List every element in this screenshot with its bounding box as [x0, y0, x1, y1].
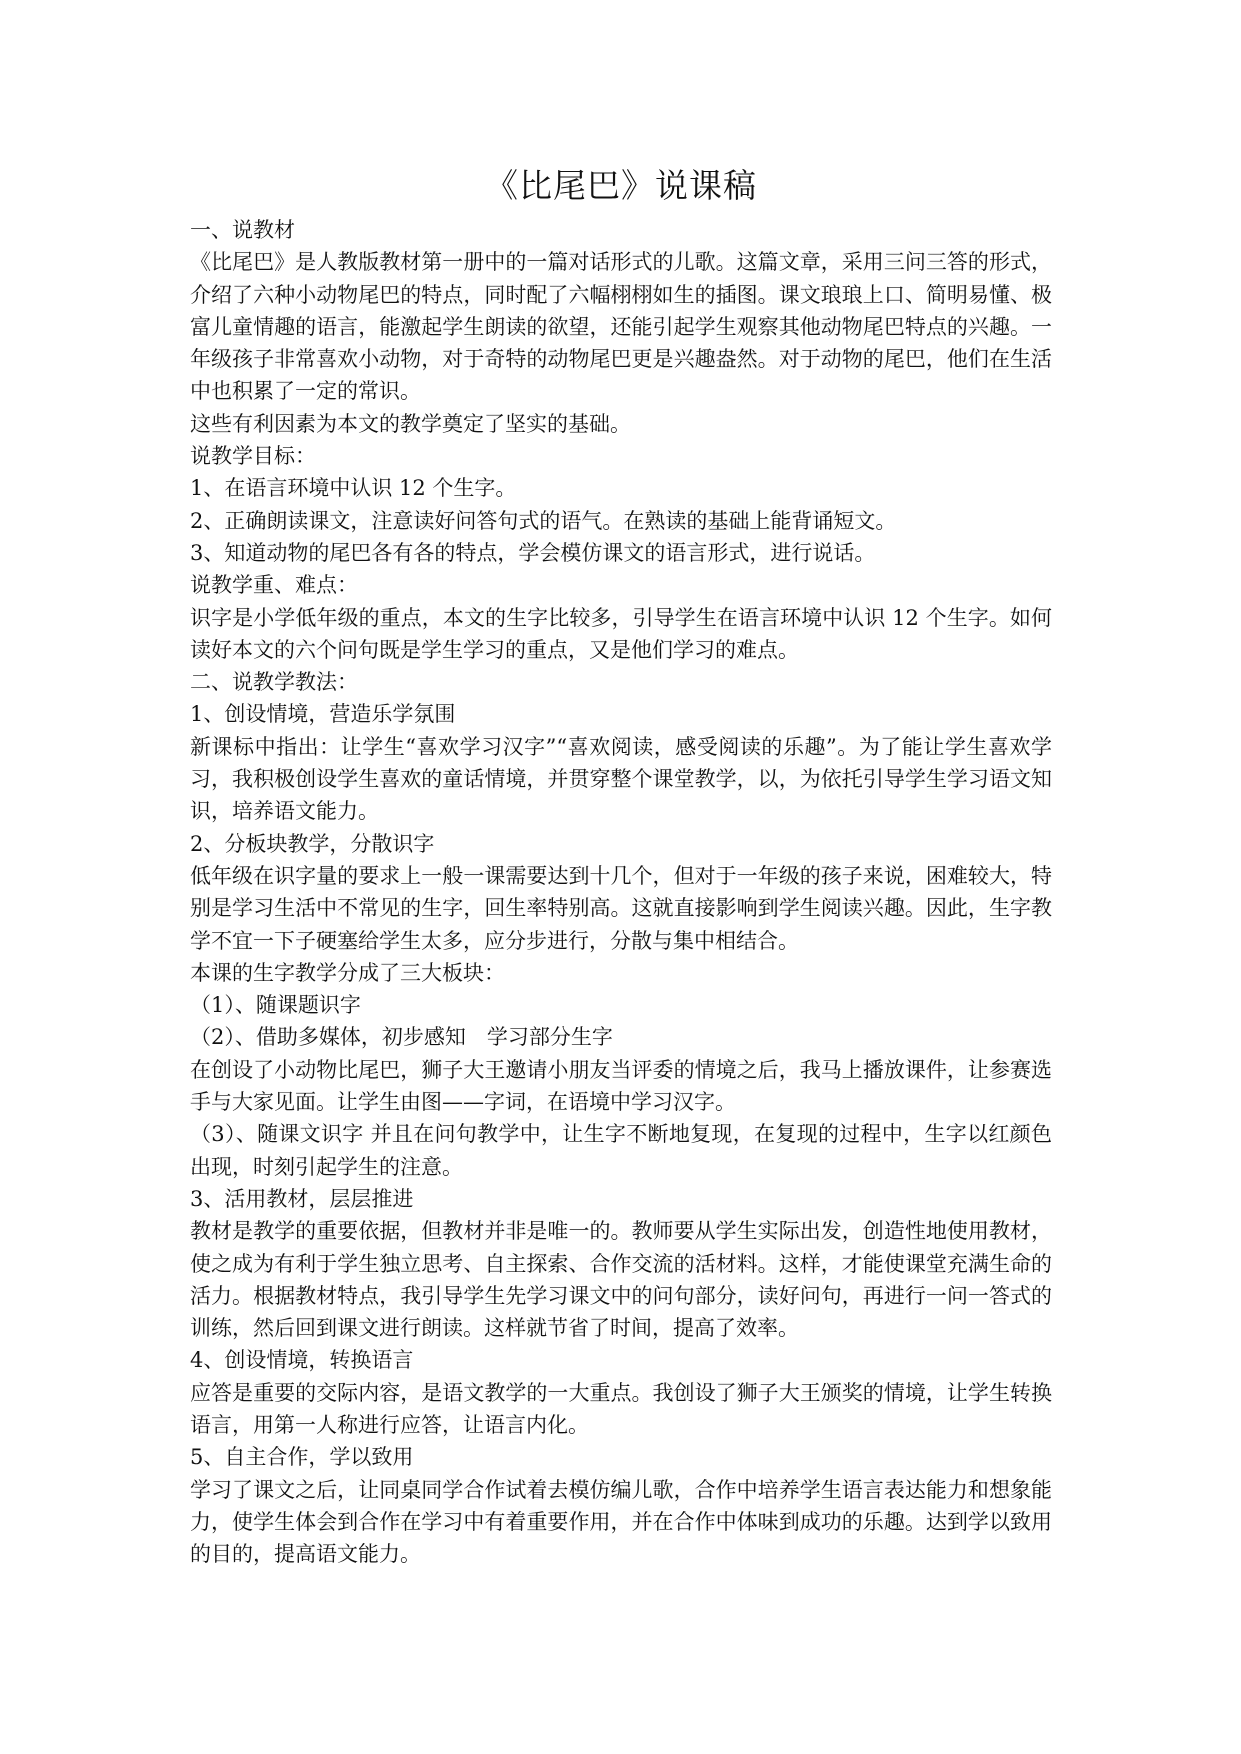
goal-item-2: 2、正确朗读课文，注意读好问答句式的语气。在熟读的基础上能背诵短文。: [190, 508, 897, 533]
heading-key-points: 说教学重、难点：: [190, 573, 358, 598]
method-paragraph-4: 应答是重要的交际内容，是语文教学的一大重点。我创设了狮子大王颁奖的情境，让学生转换语言，用第一人称进行应答，让语言内化。: [190, 1380, 1052, 1437]
method-heading-3: 3、活用教材，层层推进: [190, 1186, 414, 1211]
block-item-2: （2）、借助多媒体，初步感知 学习部分生字: [190, 1025, 613, 1050]
method-paragraph-3: 教材是教学的重要依据，但教材并非是唯一的。教师要从学生实际出发，创造性地使用教材，使之成为有利于学生独立思考、自主探索、合作交流的活材料。这样，才能使课堂充满生命的活力。根据教材特点，我引导学生先学习课文中的问句部分，读好问句，再进行一问一答式的训练，然后回到课文进行朗读。这样就节省了时间，提高了效率。: [190, 1219, 1052, 1341]
section-heading-materials: 一、说教材: [190, 218, 295, 242]
block-item-1: （1）、随课题识字: [190, 993, 361, 1018]
method-heading-4: 4、创设情境，转换语言: [190, 1348, 414, 1373]
paragraph-block-2-detail: 在创设了小动物比尾巴，狮子大王邀请小朋友当评委的情境之后，我马上播放课件，让参赛选手与大家见面。让学生由图——字词，在语境中学习汉字。: [190, 1057, 1052, 1115]
method-heading-2: 2、分板块教学，分散识字: [190, 831, 435, 856]
goal-item-3: 3、知道动物的尾巴各有各的特点，学会模仿课文的语言形式，进行说话。: [190, 540, 876, 565]
method-heading-5: 5、自主合作，学以致用: [190, 1445, 414, 1470]
paragraph-foundation: 这些有利因素为本文的教学奠定了坚实的基础。: [190, 411, 631, 436]
method-paragraph-5: 学习了课文之后，让同桌同学合作试着去模仿编儿歌，合作中培养学生语言表达能力和想象能力，使学生体会到合作在学习中有着重要作用，并在合作中体味到成功的乐趣。达到学以致用的目的，提高语文能力。: [190, 1477, 1052, 1567]
method-heading-1: 1、创设情境，营造乐学氛围: [190, 702, 456, 727]
heading-teaching-goals: 说教学目标：: [190, 444, 316, 469]
section-heading-methods: 二、说教学教法：: [190, 670, 358, 695]
paragraph-key-points: 识字是小学低年级的重点，本文的生字比较多，引导学生在语言环境中认识 12 个生字。如何读好本文的六个问句既是学生学习的重点，又是他们学习的难点。: [190, 605, 1052, 662]
document-title: 《比尾巴》说课稿: [485, 166, 757, 205]
goal-item-1: 1、在语言环境中认识 12 个生字。: [190, 476, 517, 501]
method-paragraph-2: 低年级在识字量的要求上一般一课需要达到十几个，但对于一年级的孩子来说，困难较大，特别是学习生活中不常见的生字，回生率特别高。这就直接影响到学生阅读兴趣。因此，生字教学不宜一下子硬塞给学生太多，应分步进行，分散与集中相结合。: [190, 863, 1052, 953]
document-page: [190, 160, 1052, 1570]
paragraph-three-blocks: 本课的生字教学分成了三大板块：: [190, 960, 505, 985]
paragraph-materials-intro: 《比尾巴》是人教版教材第一册中的一篇对话形式的儿歌。这篇文章，采用三问三答的形式，介绍了六种小动物尾巴的特点，同时配了六幅栩栩如生的插图。课文琅琅上口、简明易懂、极富儿童情趣的语言，能激起学生朗读的欲望，还能引起学生观察其他动物尾巴特点的兴趣。一年级孩子非常喜欢小动物，对于奇特的动物尾巴更是兴趣盎然。对于动物的尾巴，他们在生活中也积累了一定的常识。: [190, 250, 1052, 404]
block-item-3: （3）、随课文识字 并且在问句教学中，让生字不断地复现，在复现的过程中，生字以红颜色出现，时刻引起学生的注意。: [190, 1122, 1052, 1179]
method-paragraph-1: 新课标中指出：让学生“喜欢学习汉字”“喜欢阅读，感受阅读的乐趣”。为了能让学生喜欢学习，我积极创设学生喜欢的童话情境，并贯穿整个课堂教学，以，为依托引导学生学习语文知识，培养语文能力。: [190, 734, 1052, 824]
